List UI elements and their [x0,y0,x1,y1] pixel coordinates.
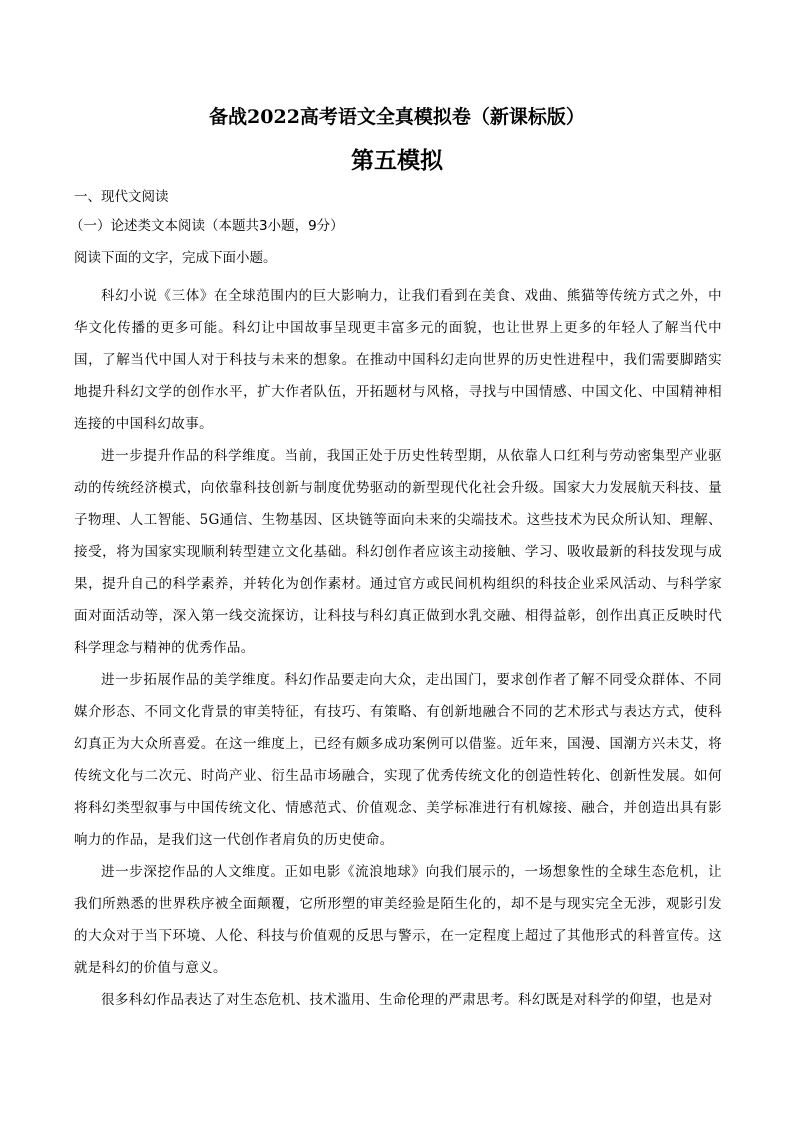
article-paragraph: 进一步拓展作品的美学维度。科幻作品要走向大众，走出国门，要求创作者了解不同受众群体、不同媒介形态、不同文化背景的审美特征，有技巧、有策略、有创新地融合不同的艺术形式与表达方式，使科幻真正为大众所喜爱。在这一维度上，已经有颇多成功案例可以借鉴。近年来，国漫、国潮方兴未艾，将传统文化与二次元、时尚产业、衍生品市场融合，实现了优秀传统文化的创造性转化、创新性发展。如何将科幻类型叙事与中国传统文化、情感范式、价值观念、美学标准进行有机嫁接、融合，并创造出具有影响力的作品，是我们这一代创作者肩负的历史使命。 [74,672,722,848]
document-title: 备战2022高考语文全真模拟卷（新课标版） [209,106,585,128]
article-paragraph: 进一步深挖作品的人文维度。正如电影《流浪地球》向我们展示的，一场想象性的全球生态危机，让我们所熟悉的世界秩序被全面颠覆，它所形塑的审美经验是陌生化的，却不是与现实完全无涉，观影引发的大众对于当下环境、人伦、科技与价值观的反思与警示，在一定程度上超过了其他形式的科普宣传。这就是科幻的价值与意义。 [74,864,722,976]
article-paragraph: 科幻小说《三体》在全球范围内的巨大影响力，让我们看到在美食、戏曲、熊猫等传统方式之外，中华文化传播的更多可能。科幻让中国故事呈现更丰富多元的面貌，也让世界上更多的年轻人了解当代中国，了解当代中国人对于科技与未来的想象。在推动中国科幻走向世界的历史性进程中，我们需要脚踏实地提升科幻文学的创作水平，扩大作者队伍，开拓题材与风格，寻找与中国情感、中国文化、中国精神相连接的中国科幻故事。 [74,288,722,432]
article-paragraph: 很多科幻作品表达了对生态危机、技术滥用、生命伦理的严肃思考。科幻既是对科学的仰望，也是对 [101,992,713,1008]
article-body [74,280,722,1016]
document-subtitle: 第五模拟 [351,147,443,174]
article-paragraph: 进一步提升作品的科学维度。当前，我国正处于历史性转型期，从依靠人口红利与劳动密集型产业驱动的传统经济模式，向依靠科技创新与制度优势驱动的新型现代化社会升级。国家大力发展航天科技、量子物理、人工智能、5G通信、生物基因、区块链等面向未来的尖端技术。这些技术为民众所认知、理解、接受，将为国家实现顺利转型建立文化基础。科幻创作者应该主动接触、学习、吸收最新的科技发现与成果，提升自己的科学素养，并转化为创作素材。通过官方或民间机构组织的科技企业采风活动、与科学家面对面活动等，深入第一线交流探访，让科技与科幻真正做到水乳交融、相得益彰，创作出真正反映时代科学理念与精神的优秀作品。 [74,448,722,656]
reading-instruction: 阅读下面的文字，完成下面小题。 [74,250,277,266]
subsection-heading: （一）论述类文本阅读（本题共3小题，9分） [70,218,344,234]
section-heading: 一、现代文阅读 [74,189,169,205]
